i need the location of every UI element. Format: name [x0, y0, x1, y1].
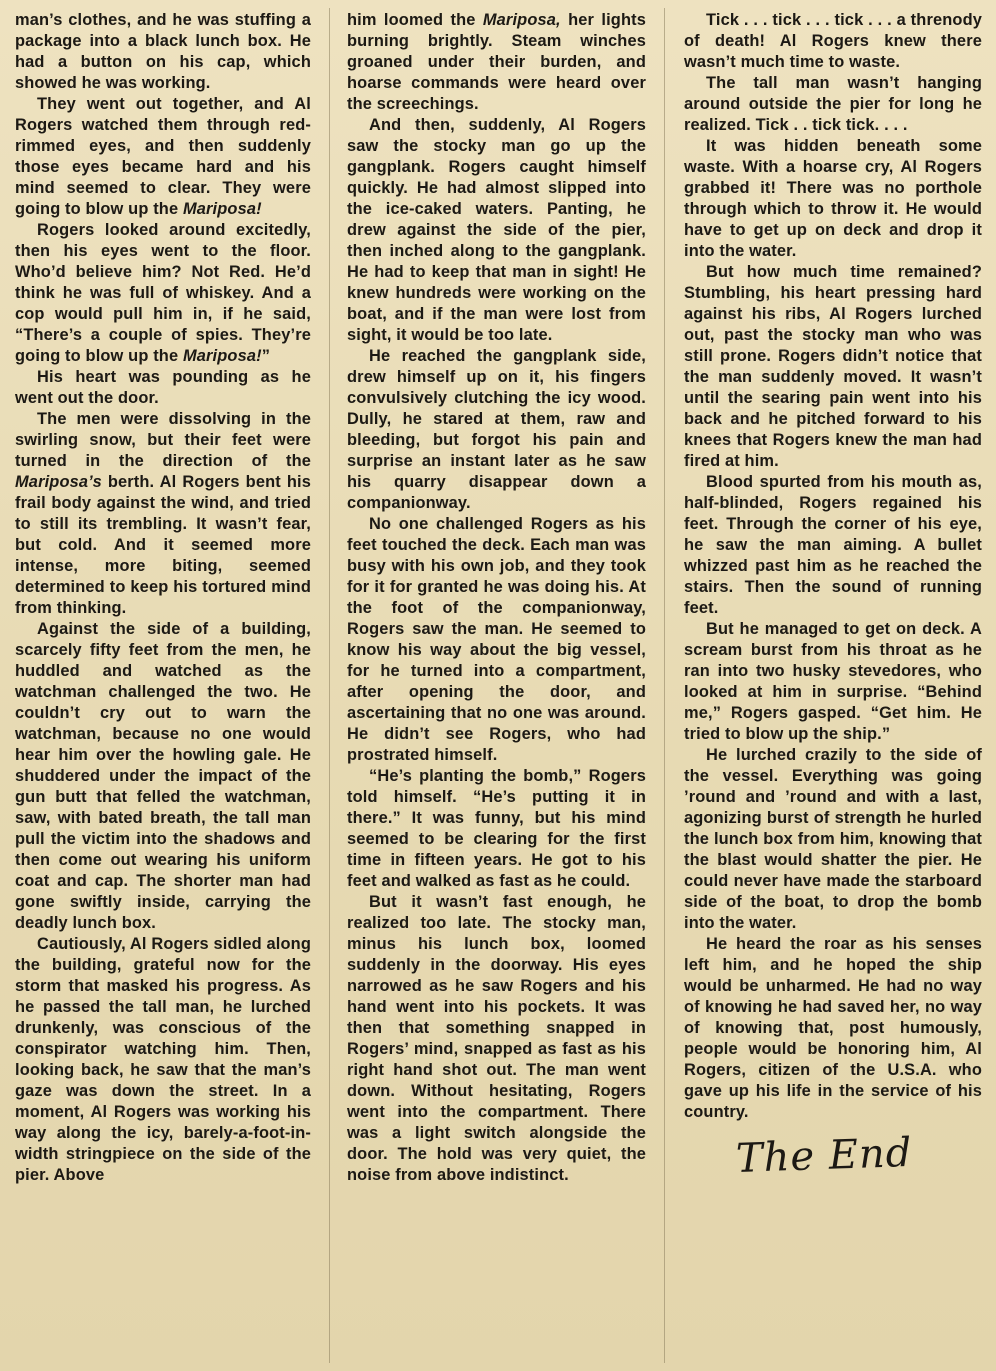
story-paragraph: [684, 472, 982, 619]
paragraph-text: The tall man wasn’t hanging around outside the pier for long he realized. Tick . . tick tick. . . .: [684, 74, 982, 134]
story-paragraph: [15, 367, 311, 409]
story-paragraph: [347, 115, 646, 346]
paragraph-text: man’s clothes, and he was stuffing a package into a black lunch box. He had a button on his cap, which showed he was working.: [15, 11, 311, 92]
story-paragraph: [684, 745, 982, 934]
story-paragraph: [347, 892, 646, 1186]
paragraph-text: him loomed the: [347, 11, 483, 29]
the-end-signature: The End: [735, 1129, 914, 1182]
paragraph-text: The men were dissolving in the swirling snow, but their feet were turned in the direction of the: [15, 410, 311, 470]
column-divider: [329, 8, 330, 1363]
paragraph-text: “He’s planting the bomb,” Rogers told himself. “He’s putting it in there.” It was funny, but his mind seemed to be clearing for the first time in fifteen years. He got to his feet and walked as fast as he could.: [347, 767, 646, 890]
paragraph-text: But he managed to get on deck. A scream burst from his throat as he ran into two husky stevedores, who looked at him in surprise. “Behind me,” Rogers gasped. “Get him. He tried to blow up the ship.”: [684, 620, 982, 743]
paragraph-text: Against the side of a building, scarcely fifty feet from the men, he huddled and watched as the watchman challenged the two. He couldn’t cry out to warn the watchman, because no one would hear him over the howling gale. He shuddered under the impact of the gun butt that felled the watchman, saw, with bated breath, the tall man pull the victim into the shadows and then come out wearing his uniform coat and cap. The shorter man had gone swiftly inside, carrying the deadly lunch box.: [15, 620, 311, 932]
story-paragraph: [684, 262, 982, 472]
text-column-2: [347, 10, 646, 1186]
story-paragraph: [684, 10, 982, 73]
story-paragraph: [684, 136, 982, 262]
text-column-1: [15, 10, 311, 1186]
paragraph-text: Blood spurted from his mouth as, half-blinded, Rogers regained his feet. Through the corner of his eye, he saw the man aiming. A bullet whizzed past him as he reached the stairs. Then the sound of running feet.: [684, 473, 982, 617]
paragraph-text: Tick . . . tick . . . tick . . . a threnody of death! Al Rogers knew there wasn’t much time to waste.: [684, 11, 982, 71]
story-paragraph: [15, 220, 311, 367]
paragraph-text: No one challenged Rogers as his feet touched the deck. Each man was busy with his own job, and they took for it for granted he was doing his. At the foot of the companionway, Rogers saw the man. He seemed to know his way about the big vessel, for he turned into a compartment, after opening the door, and ascertaining that no one was around. He didn’t see Rogers, who had prostrated himself.: [347, 515, 646, 764]
story-paragraph: [684, 619, 982, 745]
paragraph-text: He reached the gangplank side, drew himself up on it, his fingers convulsively clutching the icy wood. Dully, he stared at them, raw and bleeding, but forgot his pain and surprise an instant later as he saw his quarry disappear down a companionway.: [347, 347, 646, 512]
paragraph-text: He heard the roar as his senses left him, and he hoped the ship would be unharmed. He had no way of knowing he had saved her, no way of knowing that, post humously, people would be honoring him, Al Rogers, citizen of the U.S.A. who gave up his life in the service of his country.: [684, 935, 982, 1121]
story-paragraph: [15, 10, 311, 94]
story-paragraph: [15, 94, 311, 220]
paragraph-text-tail: berth. Al Rogers bent his frail body against the wind, and tried to still its trembling. It wasn’t fear, but cold. And it seemed more intense, more biting, seemed determined to keep his tortured mind from thinking.: [15, 473, 311, 617]
ship-name: Mariposa!: [182, 347, 262, 365]
paragraph-text: But how much time remained? Stumbling, his heart pressing hard against his ribs, Al Rogers lurched out, past the stocky man who was still prone. Rogers didn’t notice that the man suddenly moved. It wasn’t until the searing pain went into his back and he pitched forward to his knees that Rogers knew the man had fired at him.: [684, 263, 982, 470]
story-paragraph: [347, 10, 646, 115]
paragraph-text: They went out together, and Al Rogers watched them through red-rimmed eyes, and then suddenly those eyes became hard and his mind seemed to clear. They were going to blow up the: [15, 95, 311, 218]
story-paragraph: [15, 409, 311, 619]
paragraph-text: His heart was pounding as he went out the door.: [15, 368, 311, 407]
paragraph-text-tail: her lights burning brightly. Steam winches groaned under their burden, and hoarse commands were heard over the screechings.: [347, 11, 646, 113]
story-paragraph: [15, 934, 311, 1186]
paragraph-text: Cautiously, Al Rogers sidled along the building, grateful now for the storm that masked his progress. As he passed the tall man, he lurched drunkenly, was conscious of the conspirator watching him. Then, looking back, he saw that the man’s gaze was down the street. In a moment, Al Rogers was working his way along the icy, barely-a-foot-in-width stringpiece on the side of the pier. Above: [15, 935, 311, 1184]
column-3-paragraphs: [684, 10, 982, 1123]
story-paragraph: [347, 346, 646, 514]
story-paragraph: [684, 73, 982, 136]
ship-name: Mariposa,: [482, 11, 561, 29]
paragraph-text: But it wasn’t fast enough, he realized too late. The stocky man, minus his lunch box, loomed suddenly in the doorway. His eyes narrowed as he saw Rogers and his hand went into his pockets. It was then that something snapped in Rogers’ mind, snapped as fast as his right hand shot out. The man went down. Without hesitating, Rogers went into the compartment. There was a light switch alongside the door. The hold was very quiet, the noise from above indistinct.: [347, 893, 646, 1184]
story-paragraph: [15, 619, 311, 934]
paragraph-text: It was hidden beneath some waste. With a hoarse cry, Al Rogers grabbed it! There was no porthole through which to throw it. He would have to get up on deck and drop it into the water.: [684, 137, 982, 260]
text-column-3: [684, 10, 982, 1181]
paragraph-text: Rogers looked around excitedly, then his eyes went to the floor. Who’d believe him? Not Red. He’d think he was full of whiskey. And a cop would pull him in, if he said, “There’s a couple of spies. They’re going to blow up the: [15, 221, 311, 365]
story-paragraph: [684, 934, 982, 1123]
story-paragraph: [347, 514, 646, 766]
column-divider: [664, 8, 665, 1363]
ship-name: Mariposa!: [182, 200, 262, 218]
paragraph-text: He lurched crazily to the side of the vessel. Everything was going ’round and ’round and with a last, agonizing burst of strength he hurled the lunch box from him, knowing that the blast would shatter the pier. He could never have made the starboard side of the boat, to drop the bomb into the water.: [684, 746, 982, 932]
story-paragraph: [347, 766, 646, 892]
paragraph-text-tail: ”: [261, 347, 271, 365]
ship-name: Mariposa’s: [15, 473, 102, 491]
paragraph-text: And then, suddenly, Al Rogers saw the stocky man go up the gangplank. Rogers caught himself quickly. He had almost slipped into the ice-caked waters. Panting, he drew against the side of the pier, then inched along to the gangplank. He had to keep that man in sight! He knew hundreds were working on the boat, and if the man were lost from sight, it would be too late.: [347, 116, 646, 344]
